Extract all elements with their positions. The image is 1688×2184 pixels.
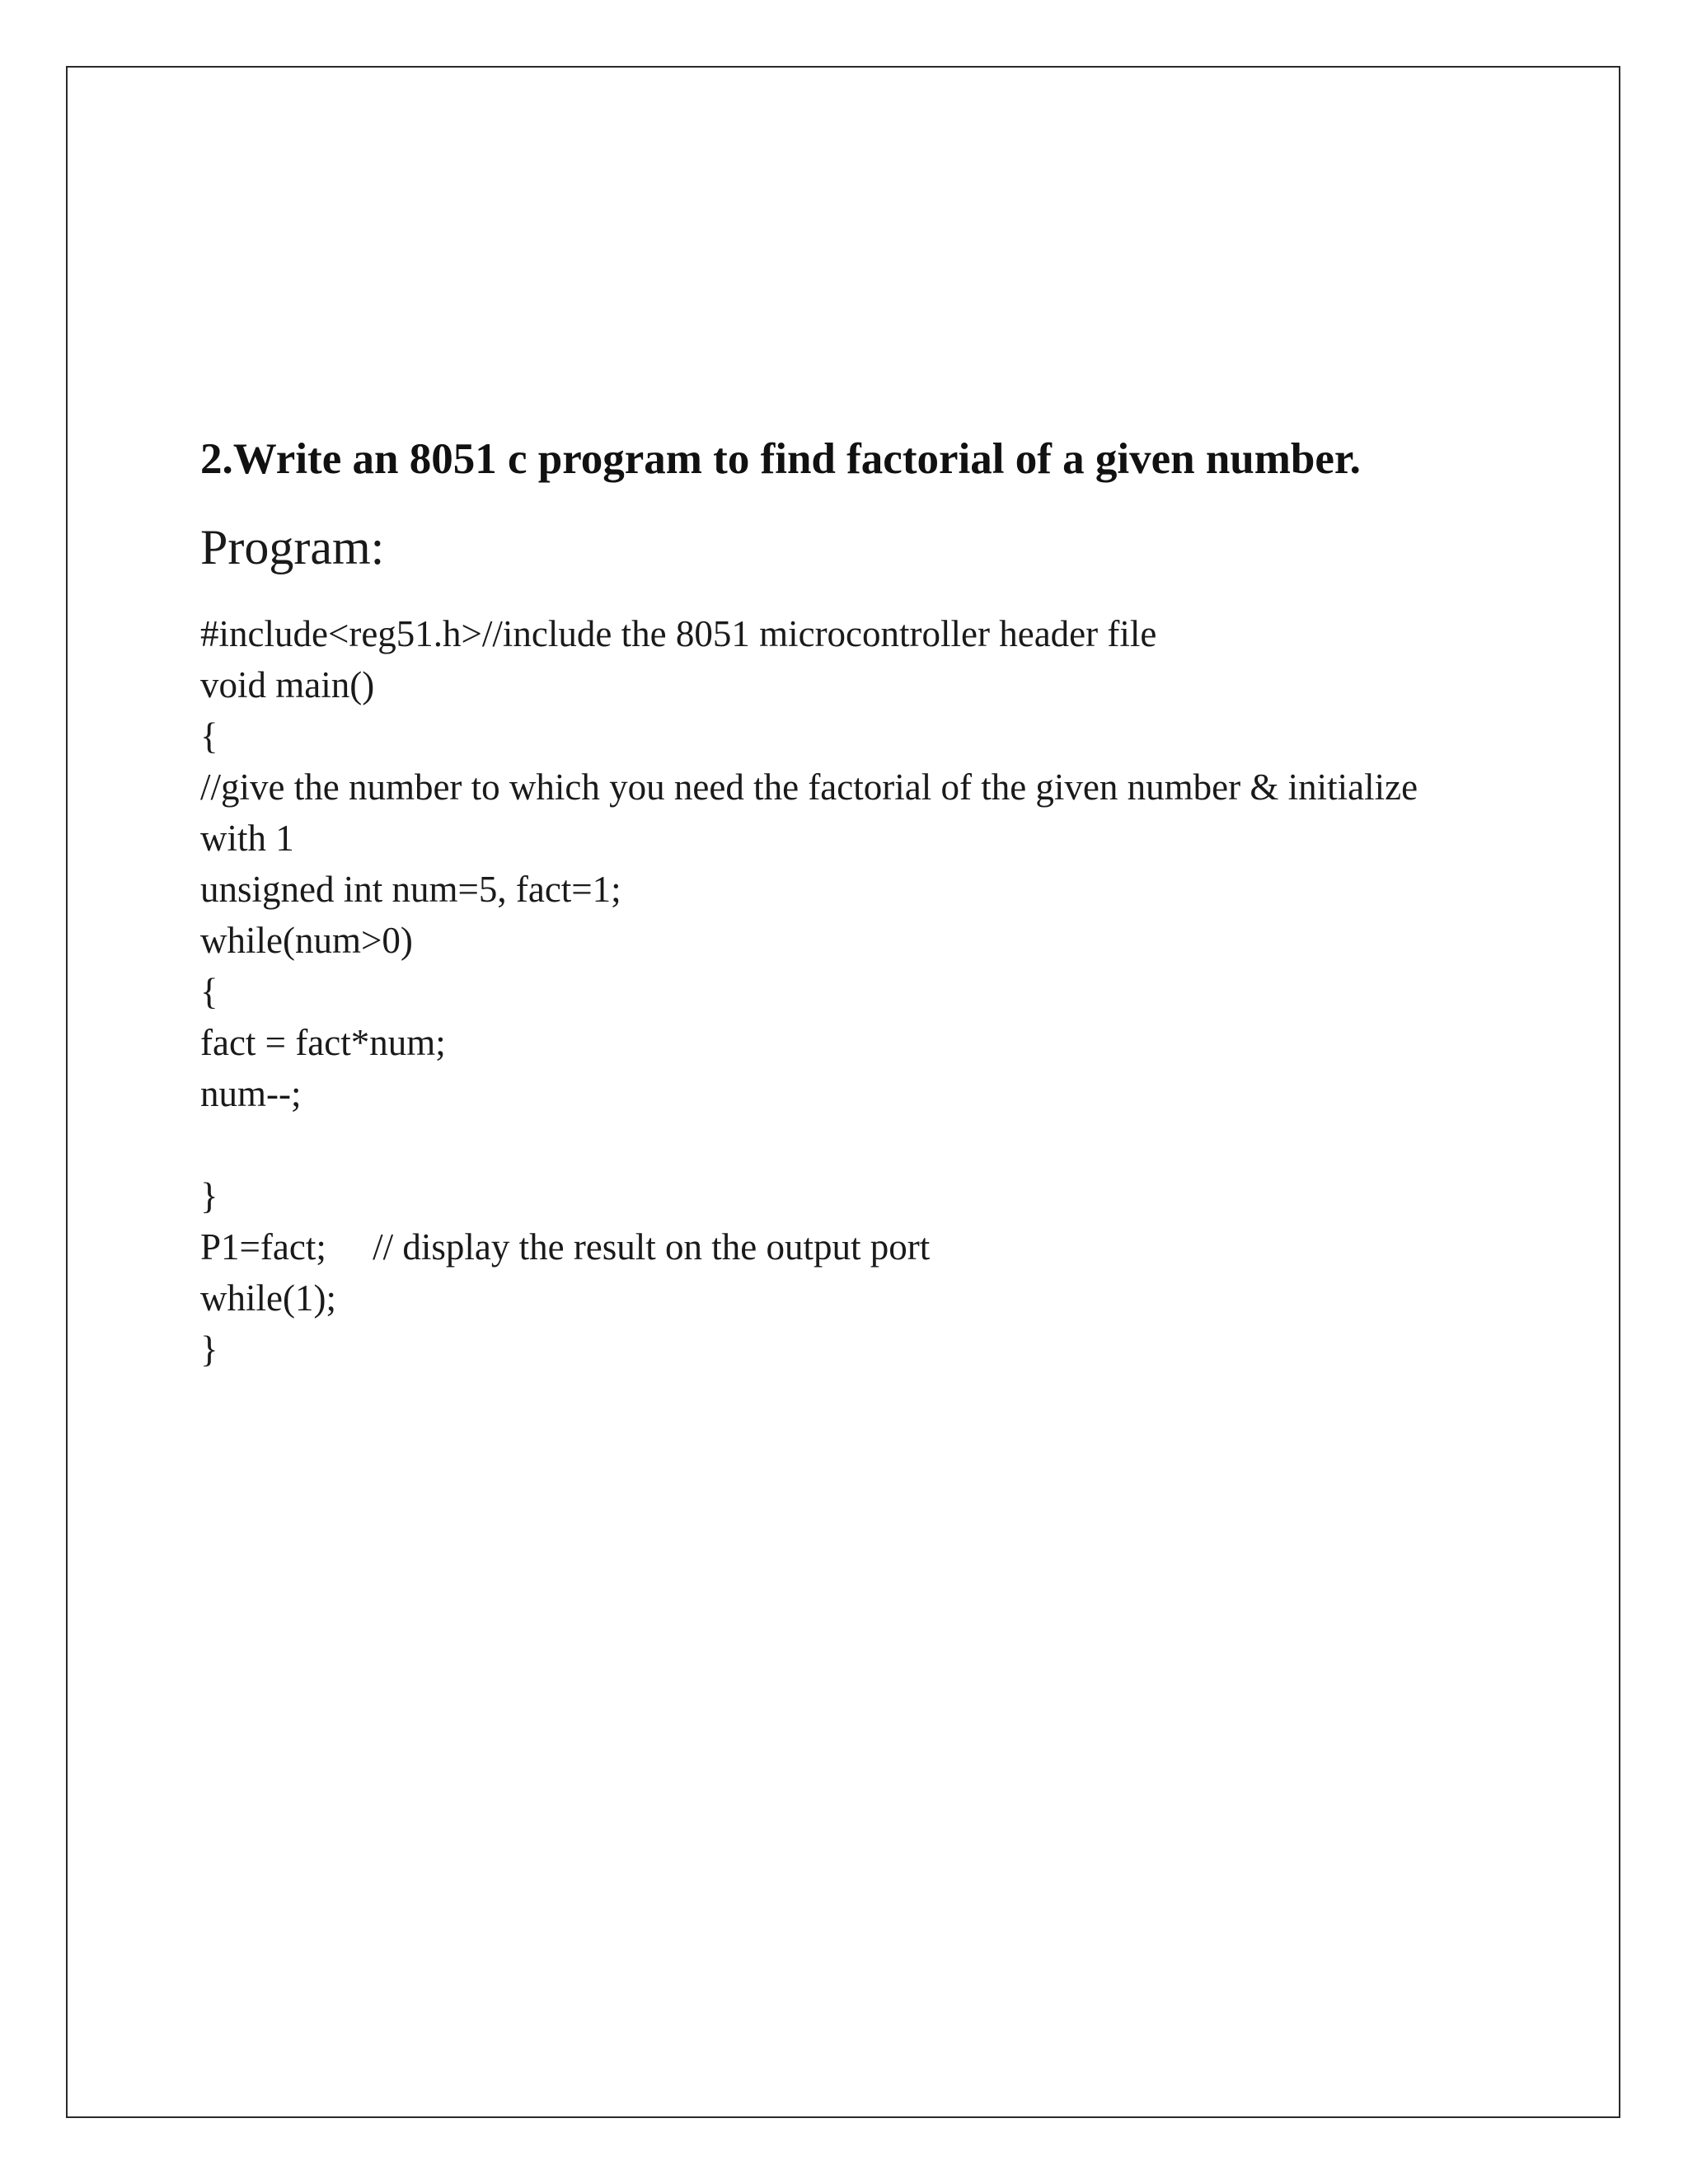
code-line: { bbox=[200, 971, 218, 1012]
code-line: void main() bbox=[200, 664, 375, 705]
code-line: while(num>0) bbox=[200, 920, 413, 961]
code-line: with 1 bbox=[200, 818, 294, 859]
code-line: while(1); bbox=[200, 1277, 336, 1319]
code-line: //give the number to which you need the factorial of the given number & initialize bbox=[200, 766, 1418, 808]
code-line: fact = fact*num; bbox=[200, 1022, 446, 1063]
program-label: Program: bbox=[200, 520, 385, 574]
code-line: } bbox=[200, 1175, 218, 1216]
code-line: #include<reg51.h>//include the 8051 microcontroller header file bbox=[200, 613, 1157, 654]
code-line: unsigned int num=5, fact=1; bbox=[200, 869, 621, 910]
code-line: } bbox=[200, 1329, 218, 1370]
question-heading: 2.Write an 8051 c program to find factorial of a given number. bbox=[200, 435, 1361, 483]
code-line: { bbox=[200, 715, 218, 757]
program-code bbox=[200, 608, 1585, 1375]
code-line: P1=fact; // display the result on the output port bbox=[200, 1226, 931, 1268]
code-line-blank bbox=[200, 1119, 1585, 1170]
code-line: num--; bbox=[200, 1073, 302, 1114]
